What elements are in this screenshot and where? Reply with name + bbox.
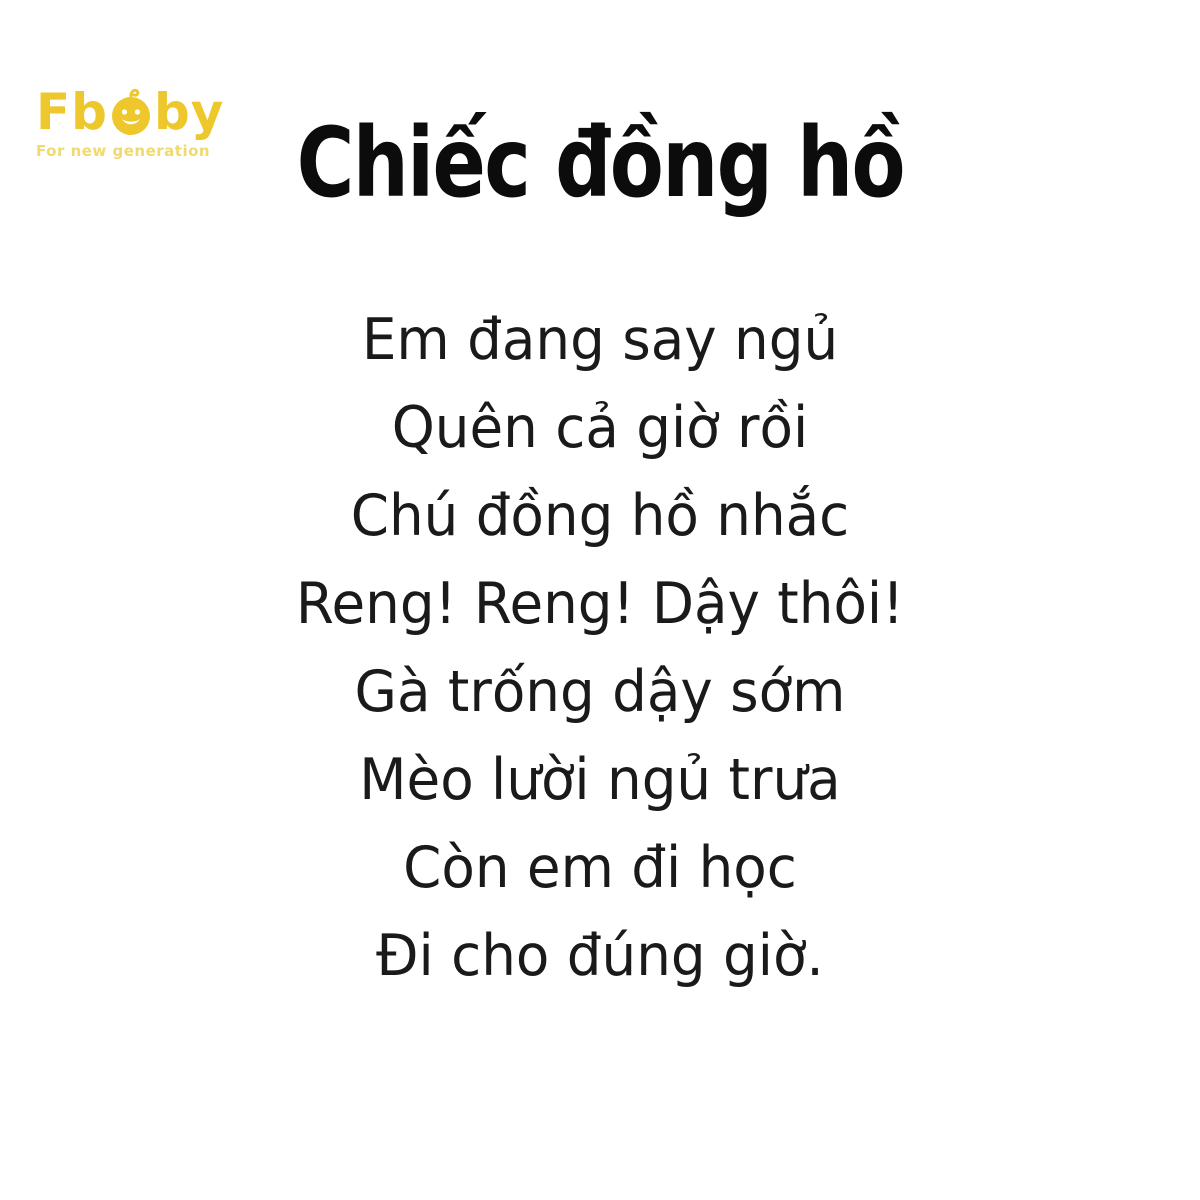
- poem-line-5: Gà trống dậy sớm: [354, 659, 846, 725]
- title-container: [0, 108, 1200, 218]
- brand-text-prefix: Fb: [36, 83, 108, 141]
- poem-body: [0, 296, 1200, 1000]
- poem-line-3: Chú đồng hồ nhắc: [350, 483, 850, 549]
- poem-line-8: Đi cho đúng giờ.: [376, 923, 824, 989]
- poem-line-1: Em đang say ngủ: [361, 307, 839, 373]
- poem-line-4: Reng! Reng! Dậy thôi!: [295, 571, 905, 637]
- brand-tagline: For new generation: [36, 142, 211, 160]
- poem-line-2: Quên cả giờ rồi: [391, 395, 809, 461]
- poem-line-7: Còn em đi học: [403, 835, 797, 901]
- brand-text-suffix: by: [153, 83, 225, 141]
- page-title: Chiếc đồng hồ: [296, 107, 904, 219]
- poem-line-6: Mèo lười ngủ trưa: [359, 747, 841, 813]
